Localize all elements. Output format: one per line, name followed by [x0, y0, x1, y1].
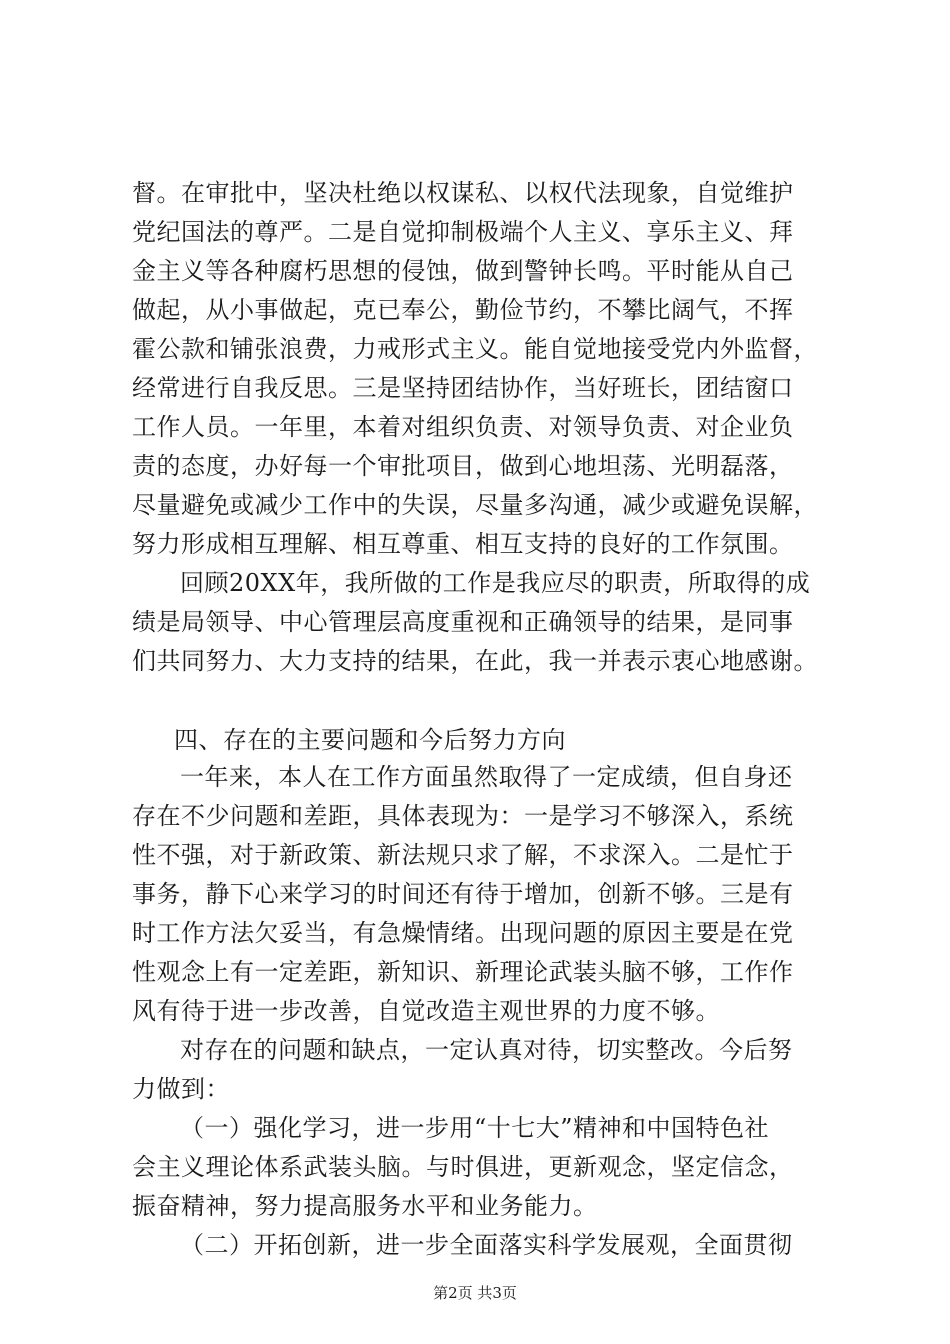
- body-text-line: 经常进行自我反思。三是坚持团结协作，当好班长，团结窗口: [132, 374, 794, 402]
- body-text-line: （一）强化学习，进一步用“十七大”精神和中国特色社: [180, 1114, 770, 1142]
- page-number-footer: 第2页 共3页: [433, 1284, 517, 1302]
- body-text-line: 霍公款和铺张浪费，力戒形式主义。能自觉地接受党内外监督，: [132, 335, 818, 363]
- body-text-line: 责的态度，办好每一个审批项目，做到心地坦荡、光明磊落，: [132, 452, 794, 480]
- body-text-line: 会主义理论体系武装头脑。与时俱进，更新观念，坚定信念，: [132, 1153, 794, 1181]
- body-text-line: 督。在审批中，坚决杜绝以权谋私、以权代法现象，自觉维护: [132, 179, 794, 207]
- body-text-line: 努力形成相互理解、相互尊重、相互支持的良好的工作氛围。: [132, 530, 794, 558]
- body-text-line: 事务，静下心来学习的时间还有待于增加，创新不够。三是有: [132, 880, 794, 908]
- body-text-line: 绩是局领导、中心管理层高度重视和正确领导的结果，是同事: [132, 608, 794, 636]
- body-text-line: 振奋精神，努力提高服务水平和业务能力。: [132, 1192, 598, 1220]
- body-text-line: 风有待于进一步改善，自觉改造主观世界的力度不够。: [132, 997, 720, 1025]
- section-heading: 四、存在的主要问题和今后努力方向: [174, 726, 566, 754]
- body-text-line: 时工作方法欠妥当，有急燥情绪。出现问题的原因主要是在党: [132, 919, 794, 947]
- body-text-line: 存在不少问题和差距，具体表现为：一是学习不够深入，系统: [132, 802, 794, 830]
- body-text-line: 金主义等各种腐朽思想的侵蚀，做到警钟长鸣。平时能从自己: [132, 257, 794, 285]
- body-text-line: 性不强，对于新政策、新法规只求了解，不求深入。二是忙于: [132, 841, 794, 869]
- body-text-line: 回顾20XX年，我所做的工作是我应尽的职责，所取得的成: [180, 569, 811, 597]
- body-text-line: 党纪国法的尊严。二是自觉抑制极端个人主义、享乐主义、拜: [132, 218, 794, 246]
- body-text-line: 力做到：: [132, 1075, 230, 1103]
- body-text-line: 对存在的问题和缺点，一定认真对待，切实整改。今后努: [180, 1036, 793, 1064]
- body-text-line: （二）开拓创新，进一步全面落实科学发展观，全面贯彻: [180, 1231, 793, 1259]
- body-text-line: 性观念上有一定差距，新知识、新理论武装头脑不够，工作作: [132, 958, 794, 986]
- body-text-line: 尽量避免或减少工作中的失误，尽量多沟通，减少或避免误解，: [132, 491, 818, 519]
- body-text-line: 做起，从小事做起，克已奉公，勤俭节约，不攀比阔气，不挥: [132, 296, 794, 324]
- body-text-line: 工作人员。一年里，本着对组织负责、对领导负责、对企业负: [132, 413, 794, 441]
- body-text-line: 一年来，本人在工作方面虽然取得了一定成绩，但自身还: [180, 763, 793, 791]
- body-text-line: 们共同努力、大力支持的结果，在此，我一并表示衷心地感谢。: [132, 647, 818, 675]
